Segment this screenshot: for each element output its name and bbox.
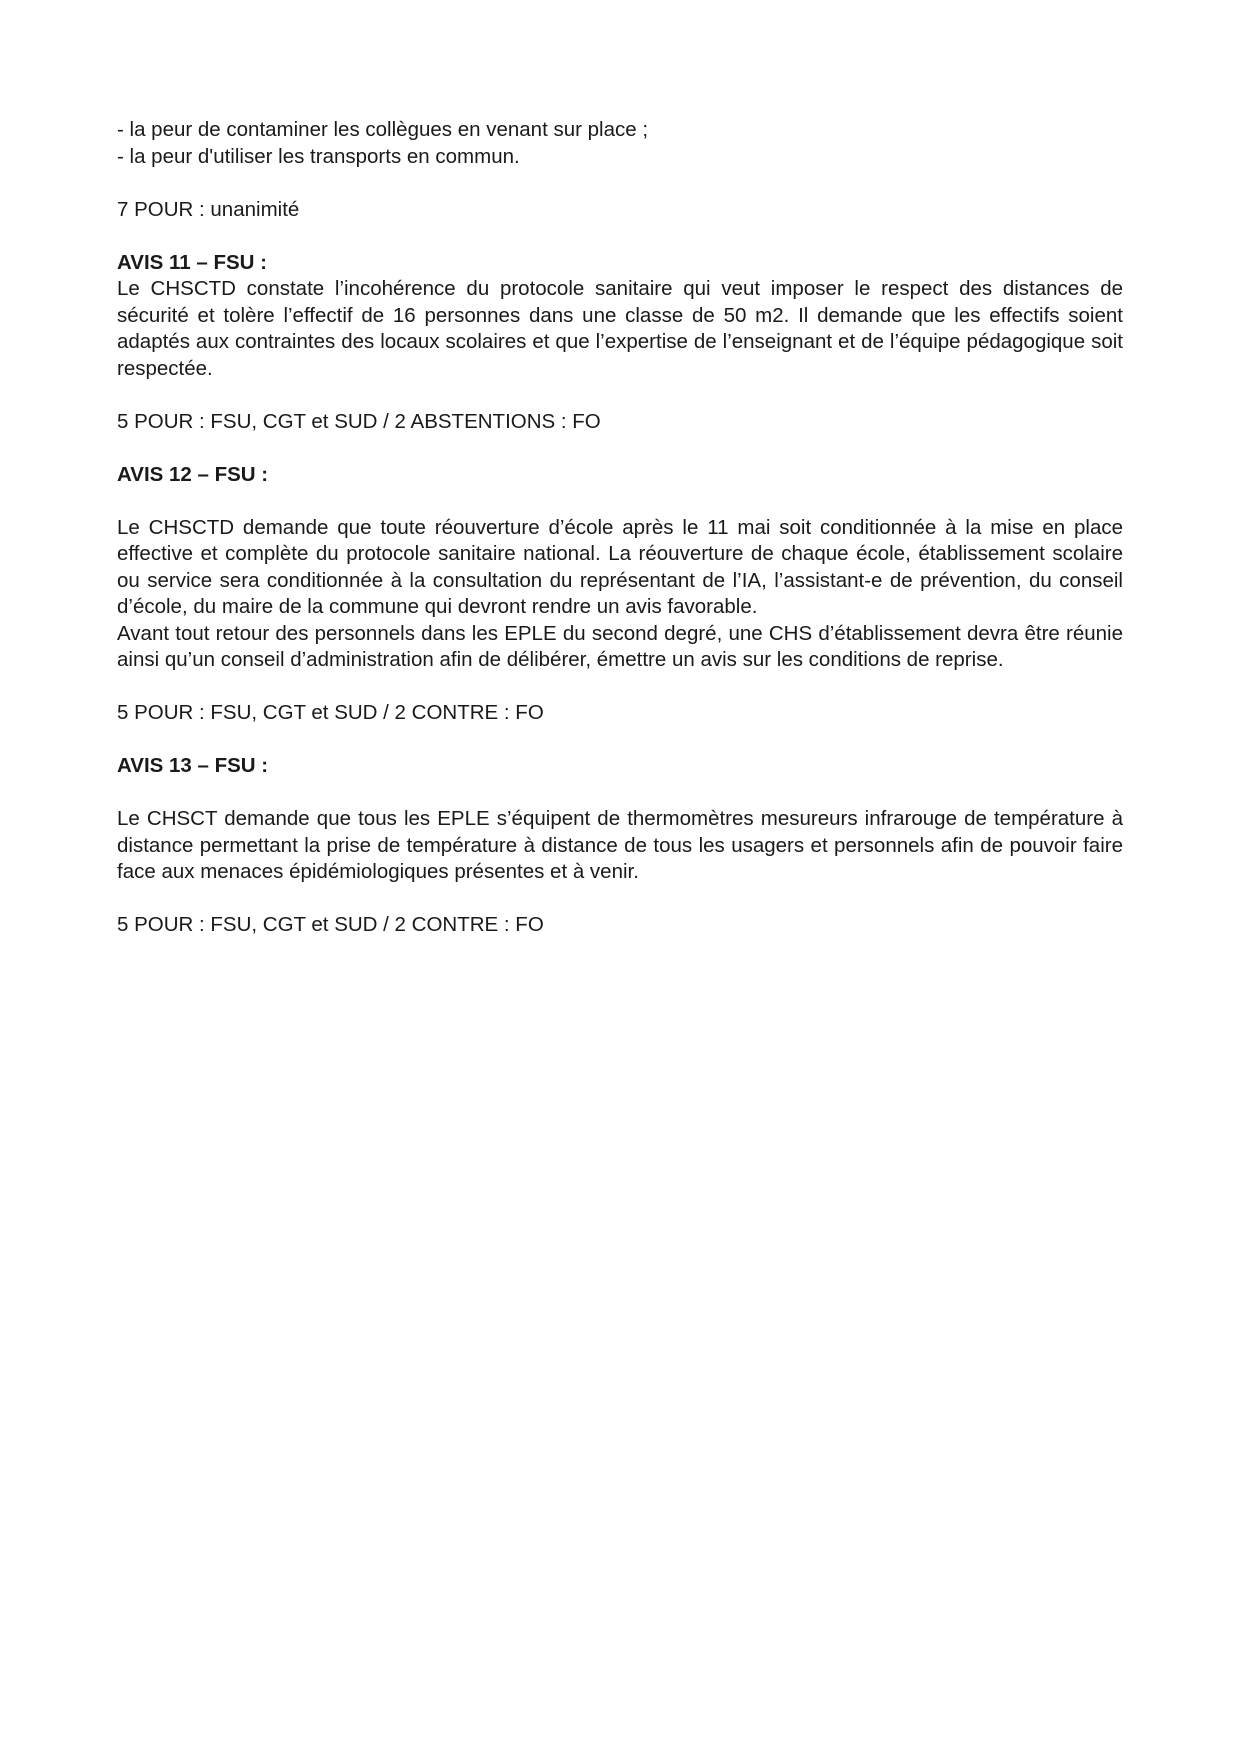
avis-13-heading: AVIS 13 – FSU :: [117, 754, 269, 777]
vote-result-prev: 7 POUR : unanimité: [117, 197, 300, 221]
spacer: [117, 886, 1123, 913]
spacer: [117, 382, 1123, 409]
avis-13-vote: 5 POUR : FSU, CGT et SUD / 2 CONTRE : FO: [117, 913, 544, 936]
spacer: [117, 488, 1123, 515]
avis-13-text: Le CHSCT demande que tous les EPLE s’équipent de thermomètres mesureurs infrarouge de température à distance permettant la prise de température à distance de tous les usagers et personnels afin de pouvoir faire face aux menaces épidémiologiques présentes et à venir.: [117, 807, 1123, 883]
spacer: [117, 223, 1123, 250]
document-page: [117, 117, 1123, 939]
bullet-transports: - la peur d'utiliser les transports en commun.: [117, 144, 520, 168]
avis-12-text-1: Le CHSCTD demande que toute réouverture d’école après le 11 mai soit conditionnée à la mise en place effective et complète du protocole sanitaire national. La réouverture de chaque école, établissement scolaire ou service sera conditionnée à la consultation du représentant de l’IA, l’assistant-e de prévention, du conseil d’école, du maire de la commune qui devront rendre un avis favorable.: [117, 515, 1123, 618]
spacer: [117, 674, 1123, 701]
spacer: [117, 170, 1123, 197]
avis-11-vote: 5 POUR : FSU, CGT et SUD / 2 ABSTENTIONS : FO: [117, 409, 601, 433]
avis-11-heading: AVIS 11 – FSU :: [117, 250, 268, 274]
avis-12-vote: 5 POUR : FSU, CGT et SUD / 2 CONTRE : FO: [117, 701, 544, 724]
bullet-contamination: - la peur de contaminer les collègues en venant sur place ;: [117, 118, 649, 141]
spacer: [117, 435, 1123, 462]
spacer: [117, 780, 1123, 807]
avis-12-heading: AVIS 12 – FSU :: [117, 462, 269, 486]
avis-11-text: Le CHSCTD constate l’incohérence du protocole sanitaire qui veut imposer le respect des distances de sécurité et tolère l’effectif de 16 personnes dans une classe de 50 m2. Il demande que les effectifs soient adaptés aux contraintes des locaux scolaires et que l’expertise de l’enseignant et de l’équipe pédagogique soit respectée.: [117, 277, 1123, 380]
avis-12-text-2: Avant tout retour des personnels dans les EPLE du second degré, une CHS d’établissement devra être réunie ainsi qu’un conseil d’administration afin de délibérer, émettre un avis sur les conditions de reprise.: [117, 621, 1123, 671]
spacer: [117, 727, 1123, 754]
